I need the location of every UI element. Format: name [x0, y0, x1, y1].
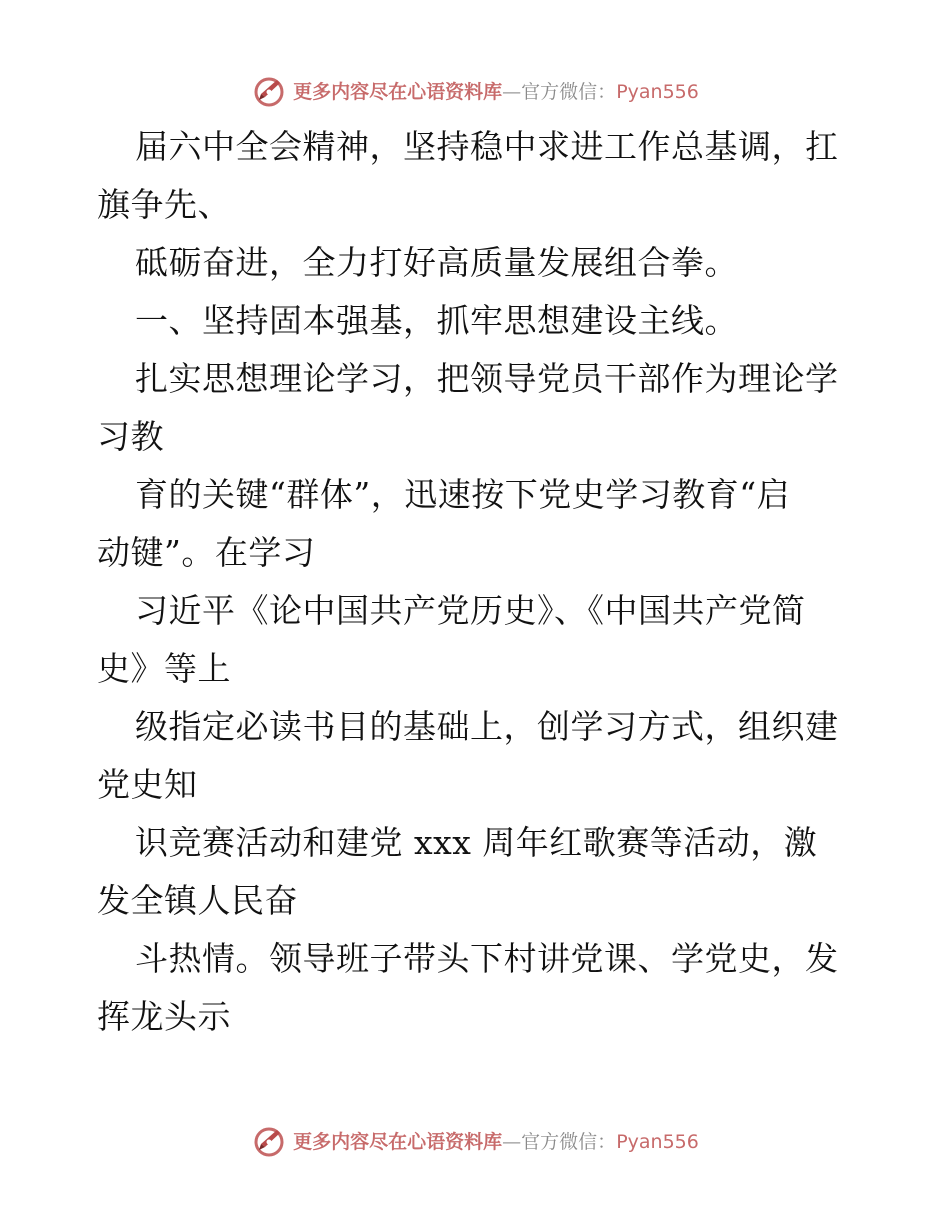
header-wechat-id: Pyan556 — [616, 80, 699, 103]
footer-banner — [0, 1120, 950, 1160]
text-line: 扎实思想理论学习，把领导党员干部作为理论学 — [135, 359, 839, 398]
pen-nib-logo-icon — [251, 1122, 287, 1158]
header-wechat-label: 官方微信： — [521, 80, 617, 103]
footer-banner-title: 更多内容尽在心语资料库 — [293, 1130, 503, 1153]
text-line: 史》等上 — [97, 649, 231, 688]
text-line: 挥龙头示 — [97, 997, 231, 1036]
footer-banner-content — [251, 1122, 699, 1158]
section-heading: 一、坚持固本强基，抓牢思想建设主线。 — [135, 301, 738, 340]
text-line: 级指定必读书目的基础上，创学习方式，组织建 — [135, 707, 839, 746]
pen-nib-logo-icon — [251, 72, 287, 108]
text-line: 习教 — [97, 417, 164, 456]
footer-wechat-id: Pyan556 — [616, 1130, 699, 1153]
footer-banner-dash: — — [502, 1130, 522, 1153]
text-line: 届六中全会精神，坚持稳中求进工作总基调，扛 — [135, 127, 839, 166]
text-line: 识竞赛活动和建党 xxx 周年红歌赛等活动，激 — [135, 823, 818, 862]
text-line: 习近平《论中国共产党历史》、《中国共产党简 — [135, 591, 806, 630]
text-line: 党史知 — [97, 765, 198, 804]
footer-banner-text — [293, 1127, 699, 1154]
text-line: 育的关键“群体”，迅速按下党史学习教育“启 — [135, 475, 791, 514]
header-banner — [0, 70, 950, 110]
header-banner-content — [251, 72, 699, 108]
text-line: 动键”。在学习 — [97, 533, 316, 572]
text-line: 砥砺奋进，全力打好高质量发展组合拳。 — [135, 243, 738, 282]
header-banner-text — [293, 77, 699, 104]
text-line: 斗热情。领导班子带头下村讲党课、学党史，发 — [135, 939, 839, 978]
footer-wechat-label: 官方微信： — [521, 1130, 617, 1153]
header-banner-dash: — — [502, 80, 522, 103]
document-body — [97, 118, 857, 1046]
text-line: 发全镇人民奋 — [97, 881, 298, 920]
text-line: 旗争先、 — [97, 185, 231, 224]
header-banner-title: 更多内容尽在心语资料库 — [293, 80, 503, 103]
